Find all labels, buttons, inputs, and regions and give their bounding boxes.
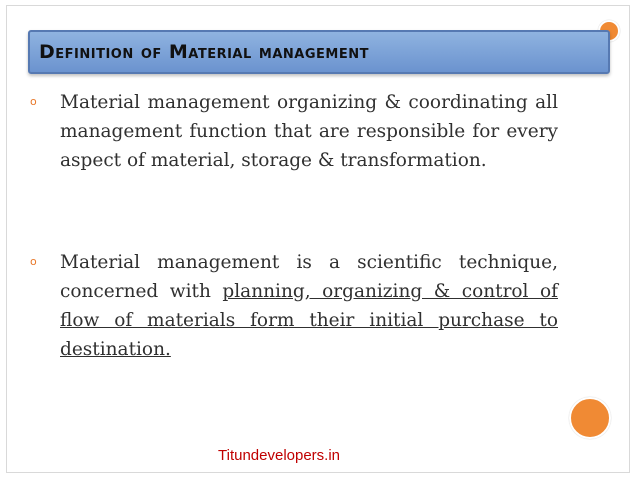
bullet-marker-icon: o — [30, 255, 37, 268]
slide-frame — [6, 5, 630, 473]
bullet-text: Material management organizing & coordinating all management function that are responsible for every aspect of material, storage & transformation. — [60, 92, 558, 171]
footer-watermark: Titundevelopers.in — [218, 447, 341, 464]
decorative-orange-dot-bottom — [569, 397, 611, 439]
bullet-text-plain: Material management is a scientific technique, concerned with — [60, 252, 558, 302]
bullet-text — [60, 248, 558, 364]
slide-title: Definition of Material management — [39, 41, 369, 63]
bullet-marker-icon: o — [30, 95, 37, 108]
title-bar — [28, 30, 610, 74]
bullet-text-underlined: planning, organizing & control of flow of materials form their initial purchase to destination. — [60, 281, 558, 360]
